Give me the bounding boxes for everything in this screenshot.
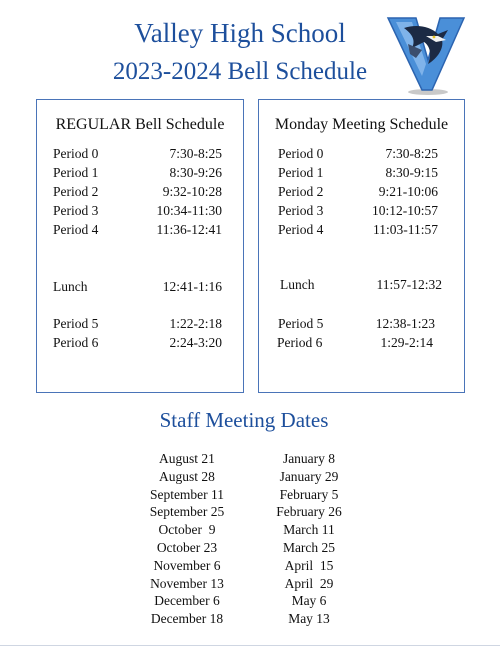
- meeting-date: November 6: [153, 557, 221, 573]
- row-label: Period 3: [53, 203, 99, 218]
- row-time: 8:30-9:26: [169, 165, 222, 180]
- row-label: Period 2: [53, 184, 99, 199]
- row-label: Period 6: [277, 335, 323, 350]
- row-label: Period 4: [53, 222, 99, 237]
- falcon-v-logo-icon: [386, 14, 466, 96]
- row-label: Period 2: [278, 184, 324, 199]
- school-name: Valley High School: [134, 18, 346, 48]
- row-label: Period 4: [278, 222, 324, 237]
- row-time: 7:30-8:25: [385, 146, 438, 161]
- page-bottom-rule: [0, 645, 500, 646]
- row-time: 8:30-9:15: [385, 165, 438, 180]
- row-time: 1:22-2:18: [169, 316, 222, 331]
- meeting-date: February 5: [279, 486, 339, 502]
- meeting-date: December 6: [154, 593, 220, 609]
- row-label: Period 1: [53, 165, 99, 180]
- row-label: Period 6: [53, 335, 99, 350]
- staff-dates-right-column: [262, 450, 356, 628]
- meeting-date: March 11: [283, 522, 335, 538]
- staff-meeting-title: Staff Meeting Dates: [159, 408, 329, 432]
- meeting-date: September 11: [149, 486, 225, 502]
- row-time: 12:38-1:23: [375, 316, 435, 331]
- meeting-date: November 13: [150, 575, 224, 591]
- row-label: Period 1: [278, 165, 324, 180]
- row-label: Lunch: [280, 277, 315, 292]
- row-time: 12:41-1:16: [162, 279, 222, 294]
- meeting-date: February 26: [276, 504, 342, 520]
- row-label: Lunch: [53, 279, 88, 294]
- meeting-date: December 18: [150, 611, 224, 627]
- staff-dates-left-column: [140, 450, 234, 628]
- row-label: Period 5: [278, 316, 324, 331]
- row-time: 11:36-12:41: [156, 222, 222, 237]
- row-time: 10:12-10:57: [372, 203, 438, 218]
- row-label: Period 0: [278, 146, 324, 161]
- row-time: 9:32-10:28: [162, 184, 222, 199]
- schedule-title: 2023-2024 Bell Schedule: [112, 58, 368, 85]
- row-time: 1:29-2:14: [380, 335, 433, 350]
- row-time: 10:34-11:30: [156, 203, 222, 218]
- row-time: 11:03-11:57: [373, 222, 438, 237]
- row-label: Period 0: [53, 146, 99, 161]
- meeting-date: October 23: [156, 539, 218, 555]
- meeting-date: September 25: [149, 504, 225, 520]
- monday-schedule-title: Monday Meeting Schedule: [274, 116, 449, 133]
- meeting-date: January 8: [282, 451, 336, 466]
- meeting-date: April 29: [284, 575, 334, 591]
- row-time: 7:30-8:25: [169, 146, 222, 161]
- meeting-date: April 15: [284, 557, 334, 573]
- meeting-date: January 29: [279, 468, 339, 484]
- regular-schedule-title: REGULAR Bell Schedule: [55, 116, 225, 133]
- row-label: Period 3: [278, 203, 324, 218]
- row-label: Period 5: [53, 316, 99, 331]
- row-time: 2:24-3:20: [169, 335, 222, 350]
- regular-schedule-box: [36, 99, 244, 393]
- meeting-date: August 21: [159, 451, 215, 466]
- row-time: 11:57-12:32: [376, 277, 442, 292]
- monday-schedule-box: [258, 99, 465, 393]
- meeting-date: March 25: [282, 539, 336, 555]
- meeting-date: August 28: [159, 468, 215, 484]
- meeting-date: October 9: [158, 522, 216, 538]
- meeting-date: May 6: [291, 593, 327, 609]
- row-time: 9:21-10:06: [378, 184, 438, 199]
- meeting-date: May 13: [288, 611, 330, 627]
